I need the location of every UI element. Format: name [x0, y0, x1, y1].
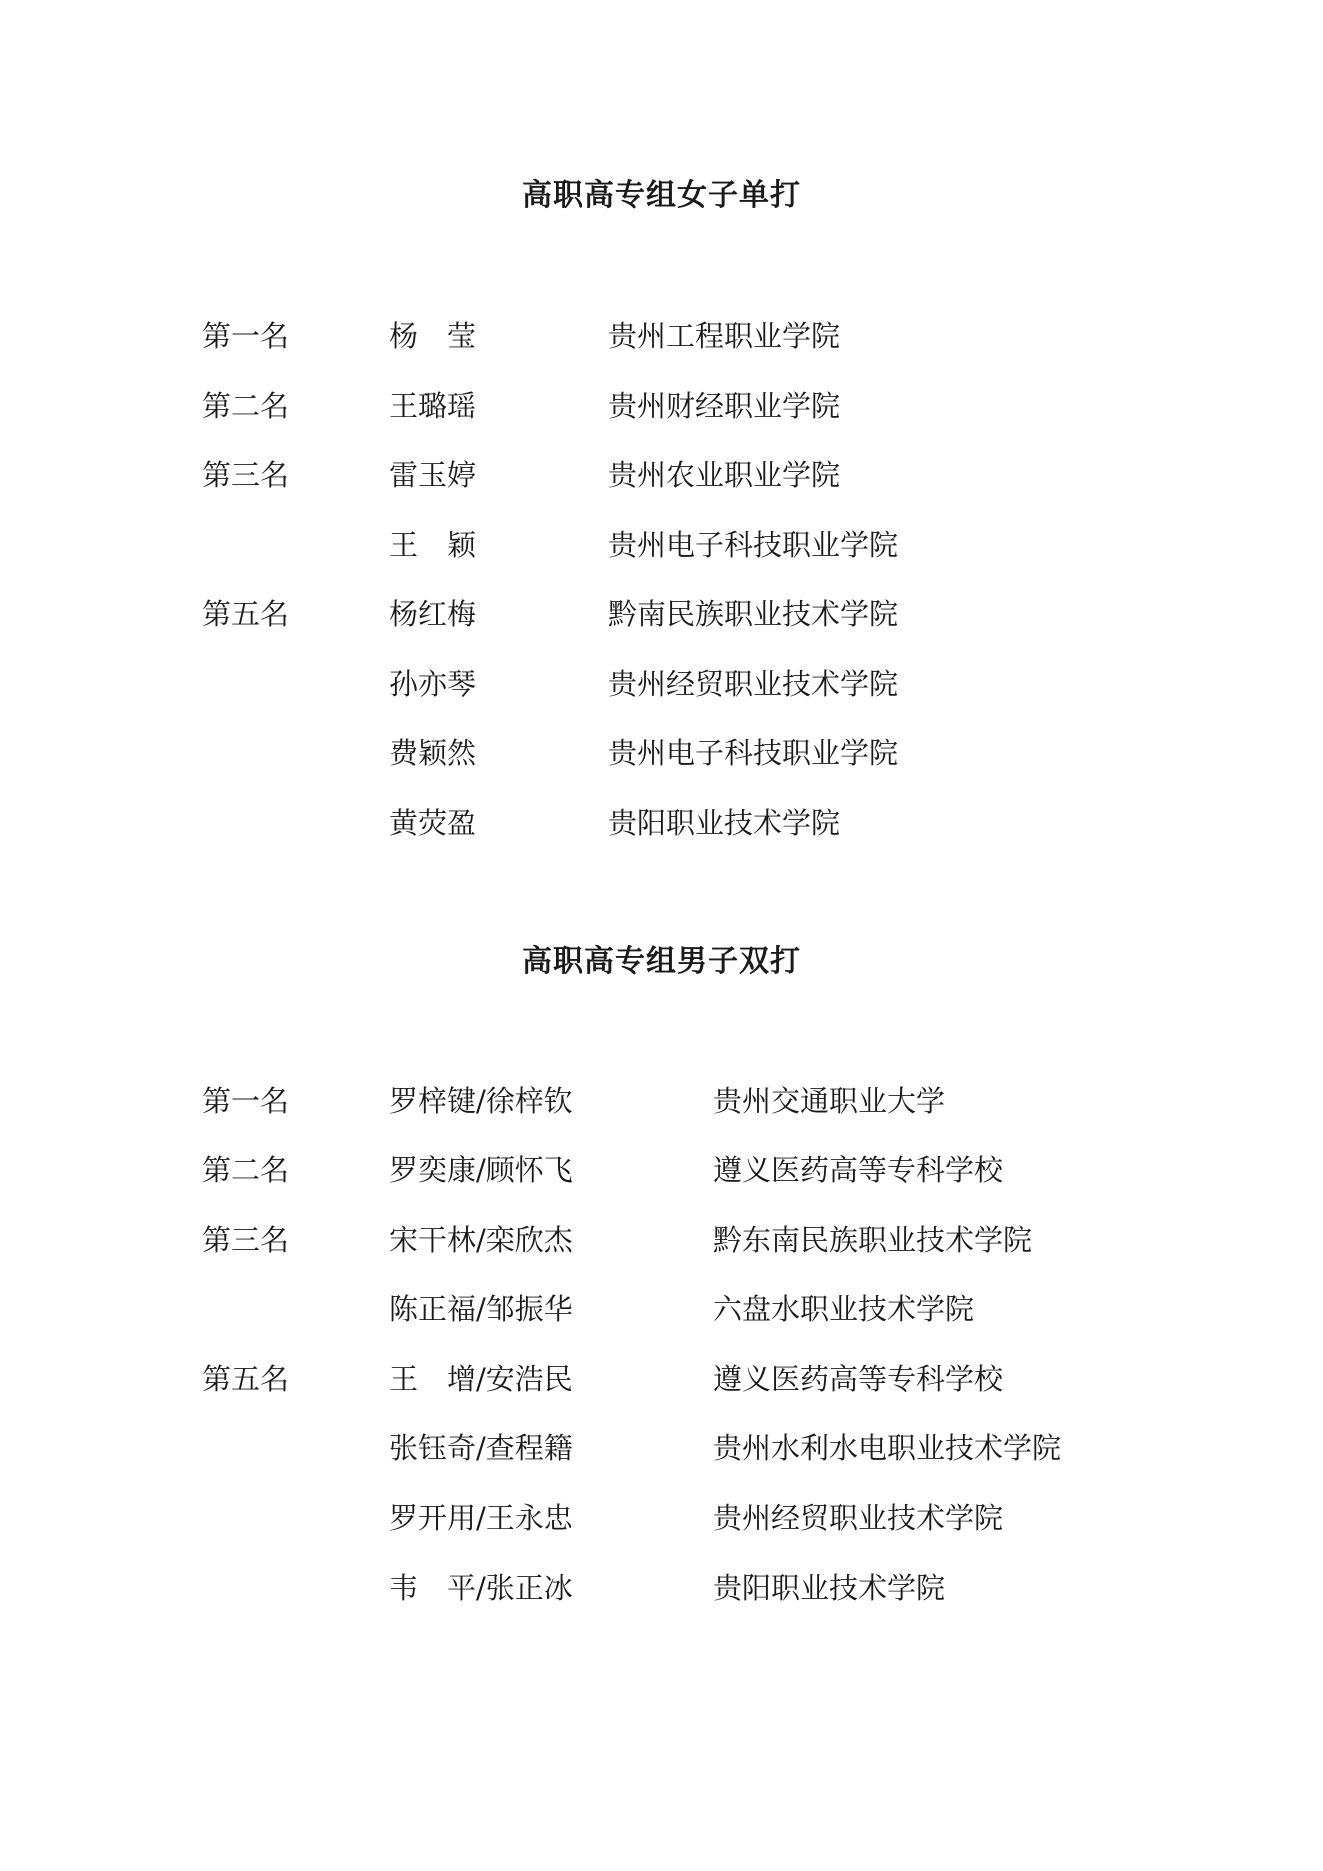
result-row	[0, 731, 1323, 775]
player-pair: 罗奕康/顾怀飞	[389, 1153, 573, 1187]
player-pair: 陈正福/邹振华	[389, 1292, 573, 1326]
rank-label: 第三名	[202, 458, 290, 492]
rank-label: 第二名	[202, 389, 290, 423]
player-pair: 宋干林/栾欣杰	[389, 1223, 573, 1257]
player-pair: 罗开用/王永忠	[389, 1501, 573, 1535]
result-row	[0, 662, 1323, 706]
result-row	[0, 1357, 1323, 1401]
rank-label: 第二名	[202, 1153, 290, 1187]
school-name: 贵阳职业技术学院	[608, 806, 841, 840]
school-name: 贵州农业职业学院	[608, 458, 841, 492]
school-name: 贵州工程职业学院	[608, 319, 841, 353]
player-pair: 罗梓键/徐梓钦	[389, 1084, 573, 1118]
school-name: 贵州交通职业大学	[713, 1084, 946, 1118]
school-name: 黔东南民族职业技术学院	[713, 1223, 1033, 1257]
rank-label: 第三名	[202, 1223, 290, 1257]
school-name: 六盘水职业技术学院	[713, 1292, 975, 1326]
result-row	[0, 801, 1323, 845]
rank-label: 第五名	[202, 597, 290, 631]
player-name: 王 颖	[389, 528, 477, 562]
school-name: 黔南民族职业技术学院	[608, 597, 899, 631]
school-name: 贵州经贸职业技术学院	[713, 1501, 1004, 1535]
result-row	[0, 1426, 1323, 1470]
rank-label: 第一名	[202, 319, 290, 353]
school-name: 贵州电子科技职业学院	[608, 528, 899, 562]
rank-label: 第一名	[202, 1084, 290, 1118]
result-row	[0, 1287, 1323, 1331]
rank-label: 第五名	[202, 1362, 290, 1396]
player-name: 孙亦琴	[389, 667, 477, 701]
result-row	[0, 384, 1323, 428]
player-pair: 张钰奇/查程籍	[389, 1431, 573, 1465]
school-name: 遵义医药高等专科学校	[713, 1362, 1004, 1396]
result-row	[0, 1218, 1323, 1262]
result-row	[0, 453, 1323, 497]
player-name: 雷玉婷	[389, 458, 477, 492]
school-name: 贵州电子科技职业学院	[608, 736, 899, 770]
result-row	[0, 1148, 1323, 1192]
result-row	[0, 1566, 1323, 1610]
school-name: 贵阳职业技术学院	[713, 1571, 946, 1605]
result-row	[0, 1496, 1323, 1540]
section-title-womens-singles: 高职高专组女子单打	[522, 178, 801, 213]
player-name: 王璐瑶	[389, 389, 477, 423]
result-row	[0, 1079, 1323, 1123]
school-name: 贵州财经职业学院	[608, 389, 841, 423]
result-row	[0, 592, 1323, 636]
school-name: 遵义医药高等专科学校	[713, 1153, 1004, 1187]
school-name: 贵州水利水电职业技术学院	[713, 1431, 1062, 1465]
player-pair: 韦 平/张正冰	[389, 1571, 573, 1605]
section-title-mens-doubles: 高职高专组男子双打	[522, 944, 801, 979]
player-name: 杨红梅	[389, 597, 477, 631]
player-name: 杨 莹	[389, 319, 477, 353]
player-name: 费颖然	[389, 736, 477, 770]
player-pair: 王 增/安浩民	[389, 1362, 573, 1396]
result-row	[0, 523, 1323, 567]
result-row	[0, 314, 1323, 358]
player-name: 黄荧盈	[389, 806, 477, 840]
school-name: 贵州经贸职业技术学院	[608, 667, 899, 701]
